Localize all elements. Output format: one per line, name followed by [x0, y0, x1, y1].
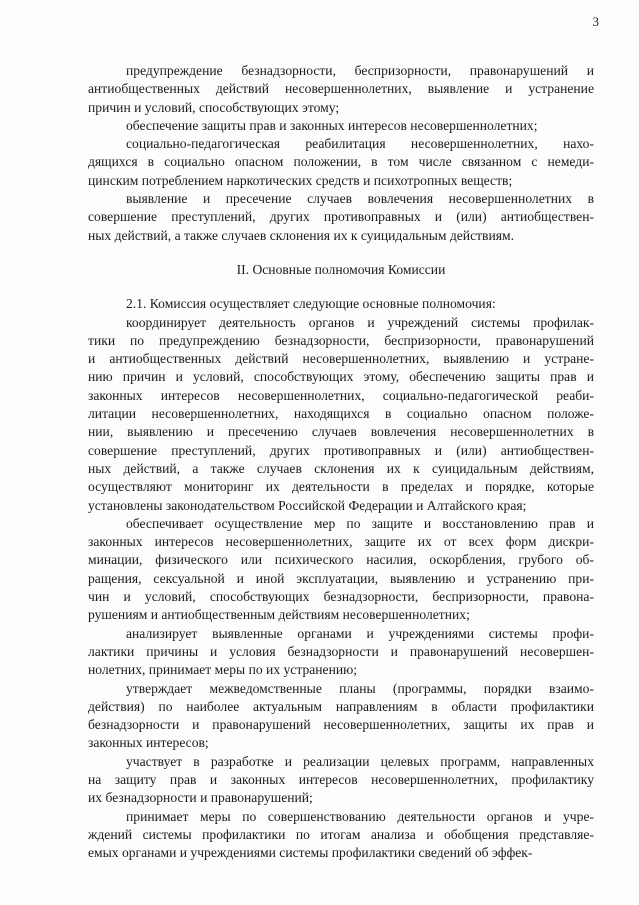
- text-line: совершение преступлений, других противоправных и (или) антиобществен-: [88, 442, 594, 458]
- text-line: их безнадзорности и правонарушений;: [88, 790, 313, 806]
- text-line: координирует деятельность органов и учреждений системы профилак-: [126, 314, 594, 330]
- text-line: рушениям и антиобщественным действиям несовершеннолетних;: [88, 607, 470, 623]
- text-line: на защиту прав и законных интересов несовершеннолетних, профилактику: [88, 771, 594, 787]
- text-line: обеспечивает осуществление мер по защите и восстановлению прав и: [126, 515, 594, 531]
- text-line: нию причин и условий, способствующих этому, обеспечению защиты прав и: [88, 369, 594, 385]
- page-number: 3: [592, 14, 599, 29]
- powers-paragraph: [88, 515, 594, 625]
- text-line: обеспечение защиты прав и законных интересов несовершеннолетних;: [126, 117, 538, 133]
- text-line: и антиобщественных действий несовершеннолетних, выявлению и устране-: [88, 351, 594, 367]
- document-body: [88, 62, 594, 862]
- powers-paragraph: [88, 753, 594, 808]
- text-line: предупреждение безнадзорности, беспризорности, правонарушений и: [126, 63, 594, 78]
- text-line: законных интересов;: [88, 735, 209, 751]
- text-line: социально-педагогическая реабилитация несовершеннолетних, нахо-: [126, 136, 594, 152]
- text-line: причин и условий, способствующих этому;: [88, 99, 340, 115]
- text-line: законных интересов несовершеннолетних, социально-педагогической реаби-: [88, 387, 594, 403]
- text-line: осуществляют мониторинг их деятельности в пределах и порядке, которые: [88, 479, 594, 495]
- text-line: цинским потреблением наркотических средств и психотропных веществ;: [88, 172, 513, 188]
- text-line: действия) по наиболее актуальным направлениям в области профилактики: [88, 698, 594, 714]
- section-heading: II. Основные полномочия Комиссии: [236, 261, 446, 277]
- text-line: утверждает межведомственные планы (программы, порядки взаимо-: [126, 680, 594, 696]
- text-line: нолетних, принимает меры по их устранению;: [88, 662, 358, 678]
- powers-paragraph: [88, 625, 594, 680]
- text-line: лактики причины и условия безнадзорности и правонарушений несовершен-: [88, 643, 594, 659]
- powers-paragraph: [88, 295, 594, 313]
- powers-paragraph: [88, 808, 594, 863]
- text-line: принимает меры по совершенствованию деятельности органов и учре-: [126, 808, 594, 824]
- text-line: выявление и пресечение случаев вовлечения несовершеннолетних в: [126, 191, 594, 207]
- text-line: емых органами и учреждениями системы профилактики сведений об эффек-: [88, 845, 533, 861]
- text-line: литации несовершеннолетних, находящихся в социально опасном положе-: [88, 406, 594, 422]
- text-line: установлены законодательством Российской Федерации и Алтайского края;: [88, 497, 527, 513]
- text-line: ждений системы профилактики по итогам анализа и обобщения представляе-: [88, 826, 594, 842]
- text-line: тики по предупреждению безнадзорности, беспризорности, правонарушений: [88, 332, 594, 348]
- text-line: ращения, сексуальной и иной эксплуатации, выявлению и устранению при-: [88, 570, 594, 586]
- text-line: безнадзорности и правонарушений несовершеннолетних, защиты их прав и: [88, 717, 594, 733]
- intro-paragraph: [88, 135, 594, 190]
- text-line: 2.1. Комиссия осуществляет следующие основные полномочия:: [126, 296, 496, 312]
- text-line: ных действий, а также случаев склонения их к суицидальным действиям,: [88, 460, 594, 476]
- text-line: минации, физического или психического насилия, оскорбления, грубого об-: [88, 552, 594, 568]
- intro-section: [88, 62, 594, 245]
- text-line: дящихся в социально опасном положении, в том числе связанном с немеди-: [88, 154, 594, 170]
- powers-paragraph: [88, 680, 594, 753]
- text-line: нии, выявлению и пресечению случаев вовлечения несовершеннолетних в: [88, 424, 594, 440]
- intro-paragraph: [88, 62, 594, 117]
- intro-paragraph: [88, 117, 594, 135]
- text-line: законных интересов несовершеннолетних, защите их от всех форм дискри-: [88, 534, 594, 550]
- text-line: чин и условий, способствующих безнадзорности, беспризорности, правона-: [88, 589, 594, 605]
- text-line: участвует в разработке и реализации целевых программ, направленных: [126, 753, 594, 769]
- text-line: антиобщественных действий несовершеннолетних, выявление и устранение: [88, 81, 594, 97]
- text-line: совершение преступлений, других противоправных и (или) антиобществен-: [88, 209, 594, 225]
- intro-paragraph: [88, 190, 594, 245]
- powers-paragraph: [88, 314, 594, 515]
- text-line: ных действий, а также случаев склонения их к суицидальным действиям.: [88, 227, 515, 243]
- powers-section: [88, 295, 594, 862]
- text-line: анализирует выявленные органами и учреждениями системы профи-: [126, 625, 594, 641]
